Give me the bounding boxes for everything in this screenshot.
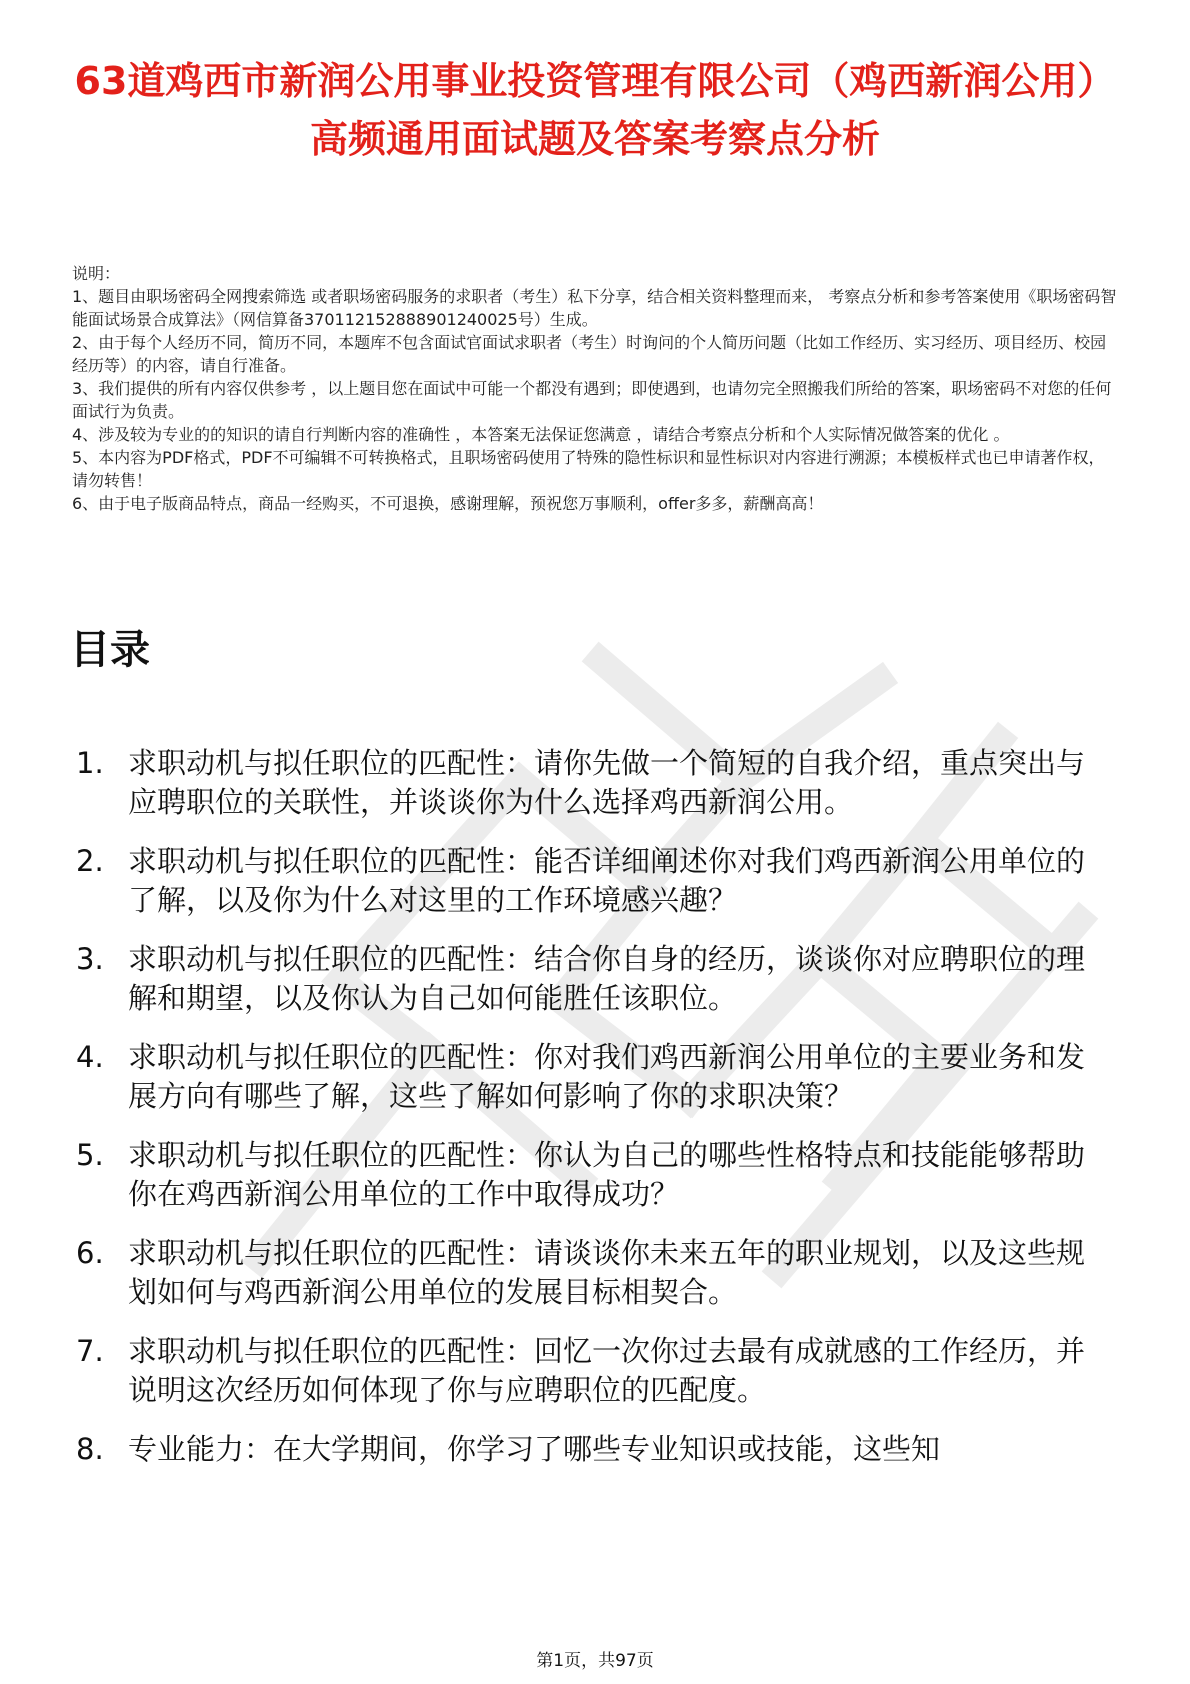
toc-item[interactable] bbox=[70, 1234, 1110, 1312]
toc-item-number: 8. bbox=[76, 1432, 104, 1466]
toc-item[interactable] bbox=[70, 1332, 1110, 1410]
toc-item[interactable] bbox=[70, 1430, 1110, 1469]
toc-item-text: 求职动机与拟任职位的匹配性：能否详细阐述你对我们鸡西新润公用单位的了解，以及你为什么对这里的工作环境感兴趣？ bbox=[128, 844, 1086, 917]
toc-item-number: 7. bbox=[76, 1334, 104, 1368]
toc-item-number: 5. bbox=[76, 1138, 104, 1172]
toc-item-number: 2. bbox=[76, 844, 104, 878]
toc-item[interactable] bbox=[70, 744, 1110, 822]
toc-item[interactable] bbox=[70, 1136, 1110, 1214]
toc-item-text: 求职动机与拟任职位的匹配性：你对我们鸡西新润公用单位的主要业务和发展方向有哪些了解，这些了解如何影响了你的求职决策？ bbox=[128, 1040, 1086, 1113]
toc-item-text: 求职动机与拟任职位的匹配性：结合你自身的经历，谈谈你对应聘职位的理解和期望，以及你认为自己如何能胜任该职位。 bbox=[128, 942, 1086, 1015]
toc-item-text: 求职动机与拟任职位的匹配性：请谈谈你未来五年的职业规划，以及这些规划如何与鸡西新润公用单位的发展目标相契合。 bbox=[128, 1236, 1086, 1309]
page-number-footer: 第1页，共97页 bbox=[536, 1651, 654, 1671]
notes-label: 说明： bbox=[72, 264, 121, 283]
disclaimer-notes bbox=[72, 262, 1120, 515]
note-item: 4、涉及较为专业的的知识的请自行判断内容的准确性 ，本答案无法保证您满意 ，请结合考察点分析和个人实际情况做答案的优化 。 bbox=[72, 425, 1010, 444]
toc-item[interactable] bbox=[70, 1038, 1110, 1116]
note-item: 1、题目由职场密码全网搜索筛选 或者职场密码服务的求职者（考生）私下分享，结合相关资料整理而来， 考察点分析和参考答案使用《职场密码智能面试场景合成算法》（网信算备370112152888901240025号）生成。 bbox=[72, 287, 1117, 329]
note-item: 6、由于电子版商品特点，商品一经购买，不可退换，感谢理解，预祝您万事顺利，offer多多，薪酬高高！ bbox=[72, 494, 824, 513]
toc-item-number: 1. bbox=[76, 746, 104, 780]
toc-item[interactable] bbox=[70, 940, 1110, 1018]
toc-list bbox=[70, 744, 1110, 1489]
toc-item[interactable] bbox=[70, 842, 1110, 920]
toc-item-text: 专业能力：在大学期间，你学习了哪些专业知识或技能，这些知 bbox=[128, 1432, 941, 1466]
toc-item-number: 3. bbox=[76, 942, 104, 976]
toc-item-text: 求职动机与拟任职位的匹配性：请你先做一个简短的自我介绍，重点突出与应聘职位的关联性，并谈谈你为什么选择鸡西新润公用。 bbox=[128, 746, 1086, 819]
note-item: 5、本内容为PDF格式，PDF不可编辑不可转换格式，且职场密码使用了特殊的隐性标识和显性标识对内容进行溯源；本模板样式也已申请著作权，请勿转售！ bbox=[72, 448, 1105, 490]
toc-item-number: 6. bbox=[76, 1236, 104, 1270]
document-title: 63道鸡西市新润公用事业投资管理有限公司（鸡西新润公用）高频通用面试题及答案考察点分析 bbox=[74, 59, 1116, 161]
toc-item-text: 求职动机与拟任职位的匹配性：你认为自己的哪些性格特点和技能能够帮助你在鸡西新润公用单位的工作中取得成功？ bbox=[128, 1138, 1086, 1211]
note-item: 2、由于每个人经历不同，简历不同，本题库不包含面试官面试求职者（考生）时询问的个人简历问题（比如工作经历、实习经历、项目经历、校园经历等）的内容，请自行准备。 bbox=[72, 333, 1107, 375]
note-item: 3、我们提供的所有内容仅供参考 ，以上题目您在面试中可能一个都没有遇到；即使遇到，也请勿完全照搬我们所给的答案，职场密码不对您的任何面试行为负责。 bbox=[72, 379, 1112, 421]
toc-heading: 目录 bbox=[70, 627, 150, 673]
toc-item-text: 求职动机与拟任职位的匹配性：回忆一次你过去最有成就感的工作经历，并说明这次经历如何体现了你与应聘职位的匹配度。 bbox=[128, 1334, 1086, 1407]
toc-item-number: 4. bbox=[76, 1040, 104, 1074]
